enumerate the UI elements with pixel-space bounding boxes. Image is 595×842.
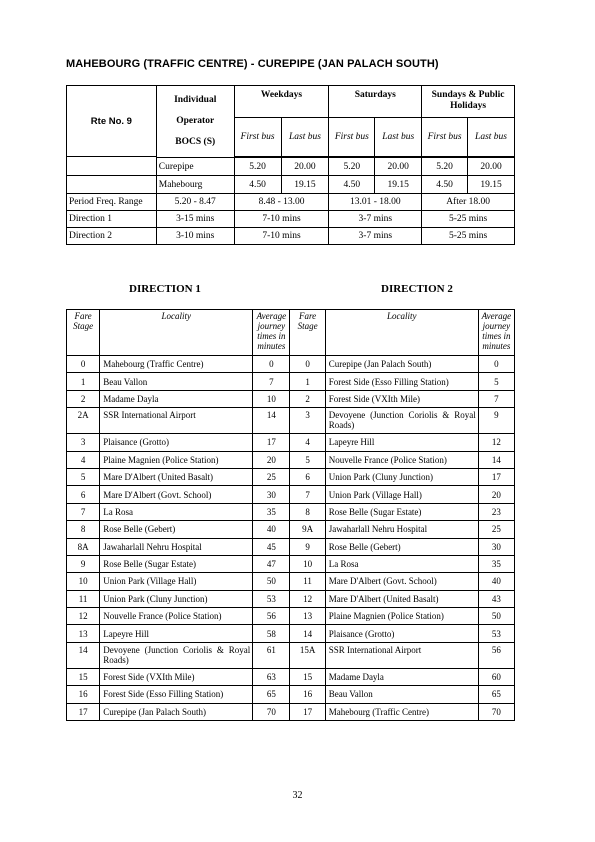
fare-stage-cell: 14 [290,625,325,642]
time-cell: 20.00 [281,158,329,176]
fare-stage-cell: 16 [290,686,325,703]
journey-time-cell: 0 [478,356,514,373]
table-row [67,555,515,572]
freq-value: 13.01 - 18.00 [329,194,422,211]
fare-stage-cell: 15 [67,668,100,685]
freq-value: 8.48 - 13.00 [234,194,329,211]
table-row [67,373,515,390]
table-row [67,486,515,503]
locality-header: Locality [100,310,253,356]
journey-time-cell: 56 [478,642,514,668]
locality-cell: Devoyene (Junction Coriolis & Royal Roads) [100,642,253,668]
locality-cell: Jawaharlall Nehru Hospital [100,538,253,555]
table-row [67,434,515,451]
freq-label: Direction 2 [67,228,157,245]
route-number: Rte No. 9 [67,86,157,157]
locality-cell: Mahebourg (Traffic Centre) [325,703,478,720]
locality-cell: La Rosa [100,503,253,520]
journey-time-cell: 30 [478,538,514,555]
journey-time-cell: 58 [253,625,290,642]
last-bus-label: Last bus [281,118,329,157]
freq-value: 3-15 mins [156,211,234,228]
journey-time-cell: 40 [253,521,290,538]
freq-value: 5.20 - 8.47 [156,194,234,211]
journey-time-cell: 23 [478,503,514,520]
freq-row [67,228,515,245]
journey-time-cell: 7 [478,390,514,407]
journey-time-cell: 70 [253,703,290,720]
fare-stage-cell: 17 [290,703,325,720]
fare-stage-cell: 5 [67,468,100,485]
journey-time-cell: 14 [253,408,290,434]
table-row [67,686,515,703]
journey-time-cell: 25 [478,521,514,538]
locality-cell: Forest Side (VXIth Mile) [100,668,253,685]
terminal-name: Curepipe [156,158,234,176]
fare-stage-cell: 4 [290,434,325,451]
fare-stage-cell: 7 [290,486,325,503]
locality-cell: Madame Dayla [100,390,253,407]
journey-time-cell: 7 [253,373,290,390]
journey-time-cell: 65 [478,686,514,703]
fare-stage-cell: 15 [290,668,325,685]
journey-time-cell: 25 [253,468,290,485]
terminal-name: Mahebourg [156,176,234,194]
journey-time-cell: 56 [253,608,290,625]
locality-header: Locality [325,310,478,356]
time-cell: 19.15 [468,176,515,194]
locality-cell: La Rosa [325,555,478,572]
terminal-row [67,158,515,176]
fare-stage-table [66,309,515,721]
journey-time-cell: 65 [253,686,290,703]
journey-time-cell: 40 [478,573,514,590]
locality-cell: Plaine Magnien (Police Station) [325,608,478,625]
locality-cell: Lapeyre Hill [325,434,478,451]
freq-value: 3-7 mins [329,211,422,228]
locality-cell: Devoyene (Junction Coriolis & Royal Roads) [325,408,478,434]
fare-stage-cell: 10 [67,573,100,590]
table-row [67,390,515,407]
terminal-row [67,176,515,194]
fare-stage-cell: 3 [290,408,325,434]
freq-label: Period Freq. Range [67,194,157,211]
journey-time-cell: 20 [478,486,514,503]
freq-value: 3-7 mins [329,228,422,245]
time-cell: 19.15 [281,176,329,194]
fare-stage-cell: 6 [290,468,325,485]
locality-cell: SSR International Airport [325,642,478,668]
journey-time-cell: 61 [253,642,290,668]
fare-stage-cell: 6 [67,486,100,503]
locality-cell: Mare D'Albert (United Basalt) [325,590,478,607]
journey-time-cell: 43 [478,590,514,607]
locality-cell: Union Park (Village Hall) [100,573,253,590]
fare-stage-cell: 11 [290,573,325,590]
locality-cell: Nouvelle France (Police Station) [325,451,478,468]
fare-stage-cell: 3 [67,434,100,451]
locality-cell: Union Park (Village Hall) [325,486,478,503]
last-bus-label: Last bus [468,118,515,157]
locality-cell: Plaine Magnien (Police Station) [100,451,253,468]
journey-time-cell: 63 [253,668,290,685]
fare-stage-cell: 12 [290,590,325,607]
table-row [67,451,515,468]
fare-stage-cell: 2 [67,390,100,407]
page-title: MAHEBOURG (TRAFFIC CENTRE) - CUREPIPE (JAN PALACH SOUTH) [66,58,439,70]
locality-cell: Forest Side (Esso Filling Station) [100,686,253,703]
fare-stage-cell: 0 [290,356,325,373]
fare-stage-cell: 4 [67,451,100,468]
journey-time-cell: 47 [253,555,290,572]
locality-cell: Union Park (Cluny Junction) [325,468,478,485]
fare-stage-cell: 2A [67,408,100,434]
table-row [67,538,515,555]
freq-row [67,211,515,228]
sundays-header: Sundays & Public Holidays [422,86,515,118]
fare-stage-cell: 5 [290,451,325,468]
fare-stage-cell: 9 [67,555,100,572]
journey-time-cell: 45 [253,538,290,555]
journey-time-cell: 53 [253,590,290,607]
fare-stage-cell: 0 [67,356,100,373]
fare-stage-cell: 10 [290,555,325,572]
weekdays-header: Weekdays [234,86,329,118]
fare-stage-cell: 7 [67,503,100,520]
journey-time-cell: 53 [478,625,514,642]
journey-time-header: Average journey times in minutes [253,310,290,356]
locality-cell: Mahebourg (Traffic Centre) [100,356,253,373]
locality-cell: Curepipe (Jan Palach South) [100,703,253,720]
fare-stage-cell: 2 [290,390,325,407]
time-cell: 5.20 [422,158,468,176]
locality-cell: Lapeyre Hill [100,625,253,642]
freq-value: 7-10 mins [234,211,329,228]
locality-cell: Forest Side (VXIth Mile) [325,390,478,407]
table-row [67,521,515,538]
journey-time-cell: 60 [478,668,514,685]
journey-time-cell: 70 [478,703,514,720]
journey-time-cell: 5 [478,373,514,390]
journey-time-cell: 17 [478,468,514,485]
fare-stage-cell: 15A [290,642,325,668]
locality-cell: Forest Side (Esso Filling Station) [325,373,478,390]
table-row [67,625,515,642]
locality-cell: Rose Belle (Sugar Estate) [100,555,253,572]
freq-value: After 18.00 [422,194,515,211]
fare-stage-cell: 16 [67,686,100,703]
fare-stage-cell: 8 [67,521,100,538]
freq-label: Direction 1 [67,211,157,228]
locality-cell: Curepipe (Jan Palach South) [325,356,478,373]
first-bus-label: First bus [234,118,281,157]
freq-value: 3-10 mins [156,228,234,245]
locality-cell: Rose Belle (Gebert) [325,538,478,555]
locality-cell: Mare D'Albert (Govt. School) [100,486,253,503]
journey-time-cell: 30 [253,486,290,503]
locality-cell: SSR International Airport [100,408,253,434]
fare-stage-cell: 9 [290,538,325,555]
time-cell: 19.15 [375,176,422,194]
table-row [67,590,515,607]
table-row [67,356,515,373]
fare-stage-cell: 14 [67,642,100,668]
time-cell: 4.50 [422,176,468,194]
fare-stage-cell: 1 [290,373,325,390]
fare-stage-cell: 17 [67,703,100,720]
journey-time-cell: 12 [478,434,514,451]
fare-stage-cell: 1 [67,373,100,390]
locality-cell: Mare D'Albert (Govt. School) [325,573,478,590]
fare-header-row [67,310,515,356]
journey-time-cell: 14 [478,451,514,468]
journey-time-cell: 0 [253,356,290,373]
locality-cell: Beau Vallon [100,373,253,390]
saturdays-header: Saturdays [329,86,422,118]
first-bus-label: First bus [422,118,468,157]
locality-cell: Rose Belle (Sugar Estate) [325,503,478,520]
time-cell: 4.50 [234,176,281,194]
locality-cell: Plaisance (Grotto) [325,625,478,642]
freq-value: 5-25 mins [422,228,515,245]
journey-time-cell: 35 [253,503,290,520]
journey-time-cell: 17 [253,434,290,451]
route-timetable [66,85,515,245]
fare-stage-header: Fare Stage [290,310,325,356]
time-cell: 20.00 [468,158,515,176]
journey-time-cell: 35 [478,555,514,572]
locality-cell: Nouvelle France (Police Station) [100,608,253,625]
last-bus-label: Last bus [375,118,422,157]
locality-cell: Madame Dayla [325,668,478,685]
fare-stage-cell: 13 [290,608,325,625]
freq-value: 5-25 mins [422,211,515,228]
fare-stage-header: Fare Stage [67,310,100,356]
table-row [67,573,515,590]
table-row [67,408,515,434]
table-row [67,608,515,625]
table-row [67,642,515,668]
operator-name: Individual Operator BOCS (S) [156,86,234,158]
table-row [67,503,515,520]
freq-value: 7-10 mins [234,228,329,245]
journey-time-cell: 10 [253,390,290,407]
fare-stage-cell: 8 [290,503,325,520]
locality-cell: Mare D'Albert (United Basalt) [100,468,253,485]
fare-stage-cell: 13 [67,625,100,642]
table-row [67,668,515,685]
time-cell: 4.50 [329,176,375,194]
locality-cell: Plaisance (Grotto) [100,434,253,451]
direction-2-title: DIRECTION 2 [381,283,453,295]
time-cell: 20.00 [375,158,422,176]
direction-1-title: DIRECTION 1 [129,283,201,295]
journey-time-cell: 20 [253,451,290,468]
fare-stage-cell: 9A [290,521,325,538]
time-cell: 5.20 [329,158,375,176]
journey-time-cell: 50 [478,608,514,625]
time-cell: 5.20 [234,158,281,176]
journey-time-header: Average journey times in minutes [478,310,514,356]
fare-stage-cell: 12 [67,608,100,625]
fare-stage-cell: 8A [67,538,100,555]
locality-cell: Rose Belle (Gebert) [100,521,253,538]
page-number: 32 [292,790,303,801]
locality-cell: Union Park (Cluny Junction) [100,590,253,607]
locality-cell: Beau Vallon [325,686,478,703]
fare-stage-cell: 11 [67,590,100,607]
first-bus-label: First bus [329,118,375,157]
table-row [67,468,515,485]
journey-time-cell: 50 [253,573,290,590]
table-row [67,703,515,720]
journey-time-cell: 9 [478,408,514,434]
freq-row [67,194,515,211]
locality-cell: Jawaharlall Nehru Hospital [325,521,478,538]
